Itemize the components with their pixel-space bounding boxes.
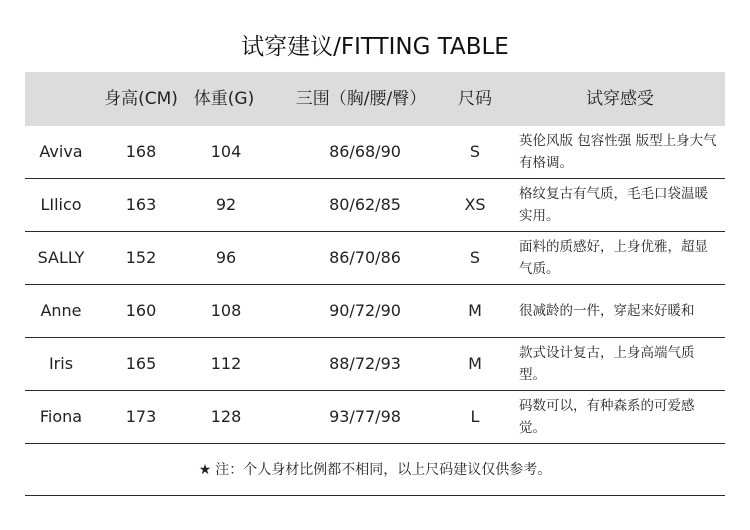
height-value: 152 — [125, 248, 157, 267]
fitting-feedback-text: 很减龄的一件，穿起来好暖和 — [519, 303, 695, 319]
column-header-height: 身高(CM) — [104, 89, 178, 109]
model-name: LIlico — [40, 195, 82, 214]
model-name: SALLY — [37, 248, 85, 267]
height-value: 160 — [125, 301, 157, 320]
measurements-value: 86/68/90 — [329, 142, 401, 161]
measurements-value: 93/77/98 — [329, 407, 401, 426]
fitting-feedback — [519, 126, 719, 178]
measurements-value: 90/72/90 — [329, 301, 401, 320]
table-row — [25, 338, 725, 391]
weight-value: 112 — [210, 354, 242, 373]
model-name: Anne — [40, 301, 82, 320]
fitting-feedback — [519, 179, 719, 231]
disclaimer-text: 注：个人身材比例都不相同，以上尺码建议仅供参考。 — [215, 462, 552, 478]
table-row — [25, 126, 725, 179]
fitting-feedback-text: 英伦风版 包容性强 版型上身大气有格调。 — [519, 133, 717, 171]
column-header-measurements: 三围（胸/腰/臀） — [295, 89, 427, 109]
size-value: S — [469, 142, 481, 161]
fitting-feedback — [519, 232, 719, 284]
weight-value: 128 — [210, 407, 242, 426]
fitting-feedback — [519, 338, 719, 390]
weight-value: 96 — [215, 248, 237, 267]
column-header-fitting-feedback: 试穿感受 — [586, 89, 654, 109]
weight-value: 92 — [215, 195, 237, 214]
fitting-feedback — [519, 285, 719, 337]
height-value: 173 — [125, 407, 157, 426]
model-name: Aviva — [39, 142, 83, 161]
fitting-feedback-text: 面料的质感好，上身优雅，超显气质。 — [519, 239, 708, 277]
table-row — [25, 232, 725, 285]
table-row — [25, 391, 725, 444]
fitting-feedback-text: 码数可以，有种森系的可爱感觉。 — [519, 398, 695, 436]
model-name: Iris — [48, 354, 74, 373]
measurements-value: 80/62/85 — [329, 195, 401, 214]
fitting-feedback-text: 款式设计复古，上身高端气质型。 — [519, 345, 695, 383]
table-header — [25, 72, 725, 126]
column-header-weight: 体重(G) — [193, 89, 255, 109]
size-value: S — [469, 248, 481, 267]
height-value: 165 — [125, 354, 157, 373]
table-row — [25, 179, 725, 232]
height-value: 163 — [125, 195, 157, 214]
table-row — [25, 285, 725, 338]
column-header-size: 尺码 — [458, 89, 492, 109]
fitting-feedback-text: 格纹复古有气质，毛毛口袋温暖实用。 — [519, 186, 708, 224]
measurements-value: 86/70/86 — [329, 248, 401, 267]
page-title: 试穿建议/FITTING TABLE — [241, 34, 509, 60]
model-name: Fiona — [39, 407, 83, 426]
weight-value: 108 — [210, 301, 242, 320]
height-value: 168 — [125, 142, 157, 161]
size-value: L — [470, 407, 480, 426]
fitting-feedback — [519, 391, 719, 443]
size-value: XS — [464, 195, 486, 214]
weight-value: 104 — [210, 142, 242, 161]
size-value: M — [468, 301, 482, 320]
size-value: M — [468, 354, 482, 373]
star-icon: ★ — [198, 462, 212, 478]
measurements-value: 88/72/93 — [329, 354, 401, 373]
disclaimer-note — [25, 444, 725, 496]
